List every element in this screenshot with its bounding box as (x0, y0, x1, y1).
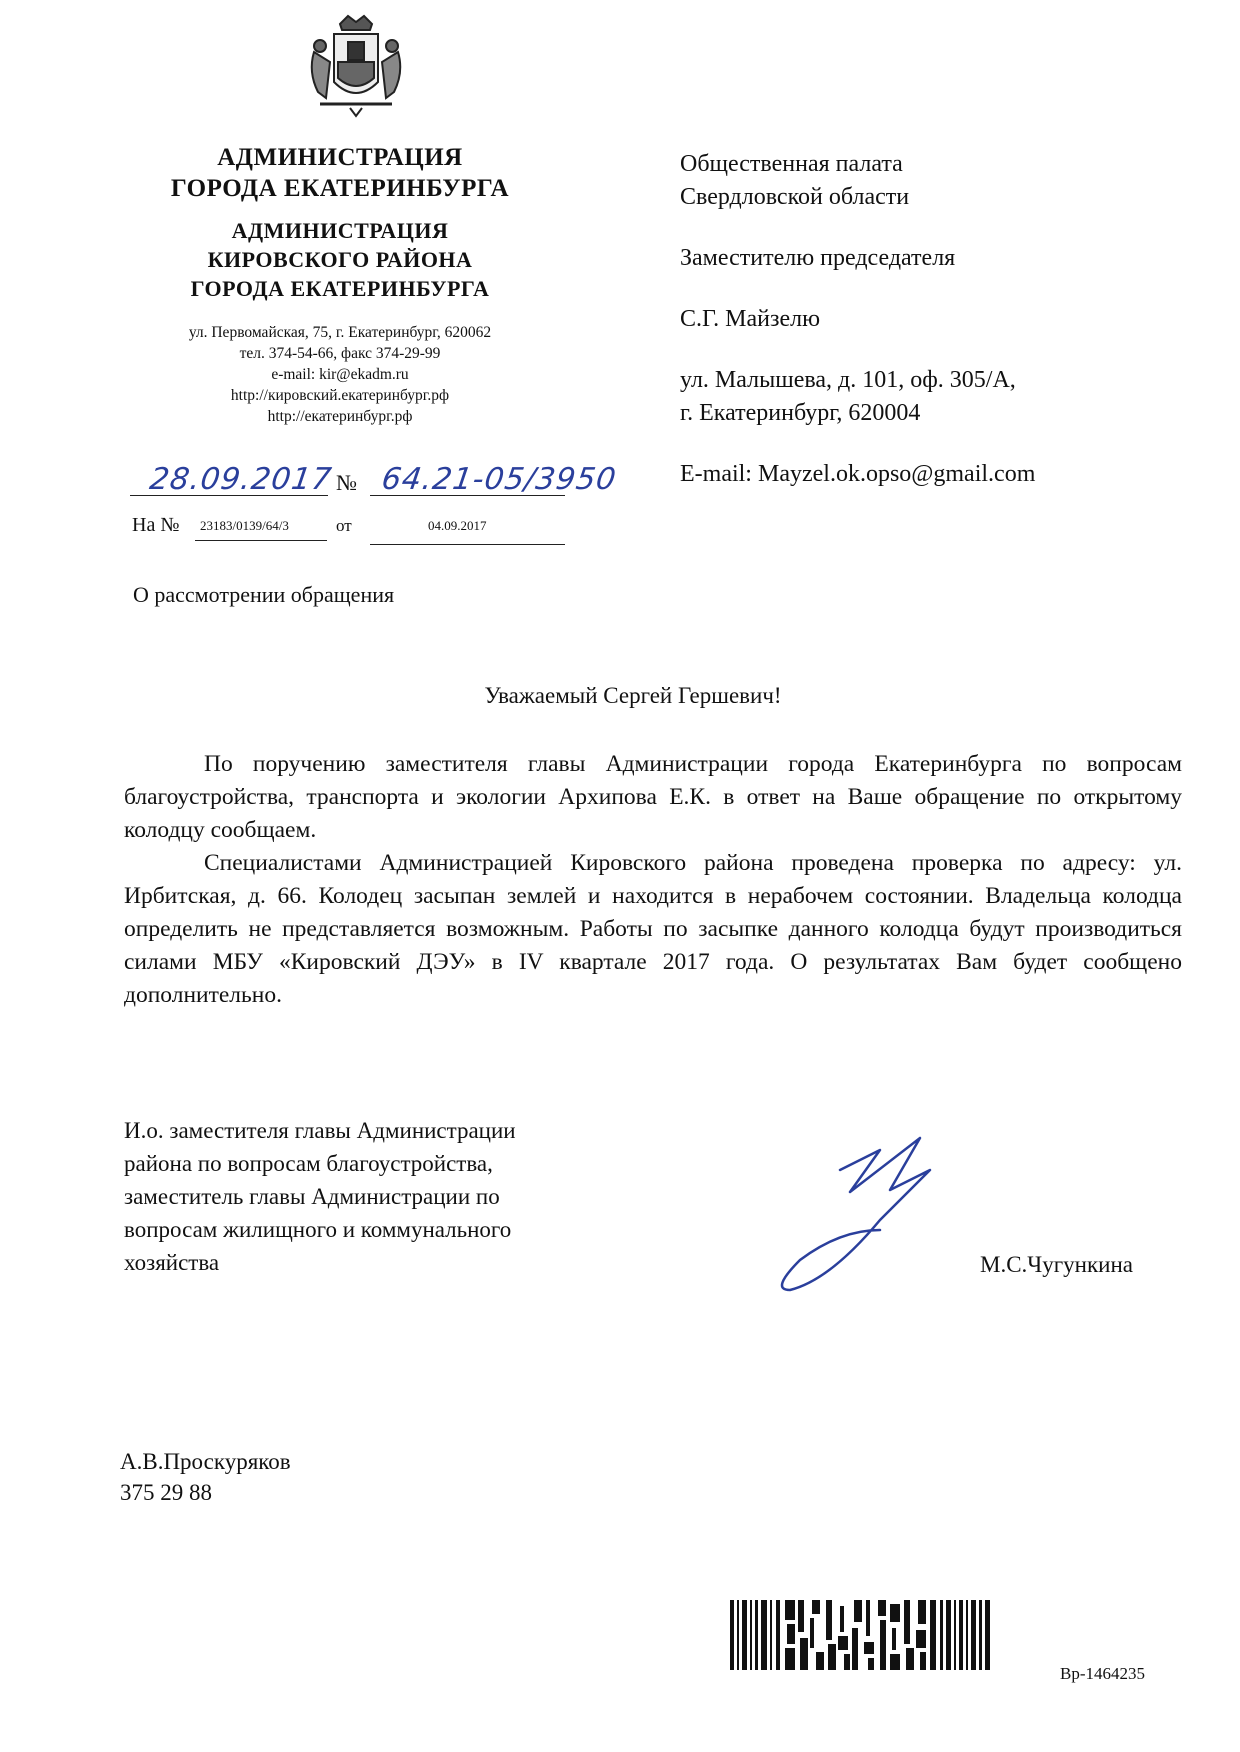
executor-name: А.В.Проскуряков (120, 1449, 291, 1474)
recipient-address-line-2: г. Екатеринбург, 620004 (680, 400, 921, 426)
executor-block (120, 1446, 291, 1508)
coat-of-arms-icon (300, 12, 412, 122)
reference-number: 23183/0139/64/3 (200, 518, 289, 533)
outgoing-date: 28.09.2017 (147, 462, 335, 497)
recipient-name: С.Г. Майзелю (680, 306, 821, 332)
organization-name: АДМИНИСТРАЦИЯ ГОРОДА ЕКАТЕРИНБУРГА (170, 144, 510, 202)
body-paragraph-2: Специалистами Администрацией Кировского района проведена проверка по адресу: ул. Ирбитская, д. 66. Колодец засыпан землей и находится в нерабочем состоянии. Владельца колодца определить не представляется возможным. Работы по засыпке данного колодца будут производиться силами МБУ «Кировский ДЭУ» в IV квартале 2017 года. О результатах Вам будет сообщено дополнительно. (124, 850, 1182, 1008)
contact-email: e-mail: kir@ekadm.ru (271, 366, 409, 383)
recipient-email: E-mail: Mayzel.ok.opso@gmail.com (680, 461, 1036, 487)
date-underline (130, 495, 328, 496)
number-underline (370, 495, 565, 496)
signatory-title: И.о. заместителя главы Администрации района по вопросам благоустройства, заместитель главы Администрации по вопросам жилищного и коммунального хозяйства (124, 1118, 516, 1275)
body-paragraph-1: По поручению заместителя главы Администрации города Екатеринбурга по вопросам благоустройства, транспорта и экологии Архипова Е.К. в ответ на Ваше обращение по открытому колодцу сообщаем. (124, 751, 1182, 843)
contact-address: ул. Первомайская, 75, г. Екатеринбург, 620062 (188, 324, 492, 341)
outgoing-number: 64.21-05/3950 (379, 462, 619, 497)
recipient-org-line-1: Общественная палата (680, 151, 903, 177)
reference-from-label: от (336, 516, 352, 535)
recipient-org-line-2: Свердловской области (680, 184, 910, 210)
recipient-position: Заместителю председателя (680, 245, 956, 271)
reference-number-underline (195, 540, 327, 541)
barcode-icon (730, 1600, 990, 1670)
number-sign: № (336, 470, 357, 495)
barcode-label: Вр-1464235 (1060, 1664, 1145, 1683)
reference-date: 04.09.2017 (428, 518, 487, 533)
letter-body (124, 748, 1182, 1012)
contact-website-city: http://екатеринбург.рф (267, 408, 413, 425)
signature-icon (770, 1130, 970, 1310)
executor-phone: 375 29 88 (120, 1480, 212, 1505)
organization-contacts (110, 322, 570, 427)
contact-phone: тел. 374-54-66, факс 374-29-99 (239, 345, 441, 362)
signer-name: М.С.Чугункина (980, 1252, 1133, 1277)
salutation: Уважаемый Сергей Гершевич! (484, 683, 782, 708)
recipient-address-line-1: ул. Малышева, д. 101, оф. 305/А, (680, 367, 1016, 393)
recipient-block (680, 148, 1200, 491)
letter-subject: О рассмотрении обращения (133, 582, 395, 607)
department-name: АДМИНИСТРАЦИЯ КИРОВСКОГО РАЙОНА ГОРОДА ЕКАТЕРИНБУРГА (190, 218, 490, 301)
reference-label: На № (132, 514, 180, 536)
reference-date-underline (370, 544, 565, 545)
contact-website: http://кировский.екатеринбург.рф (230, 387, 450, 404)
